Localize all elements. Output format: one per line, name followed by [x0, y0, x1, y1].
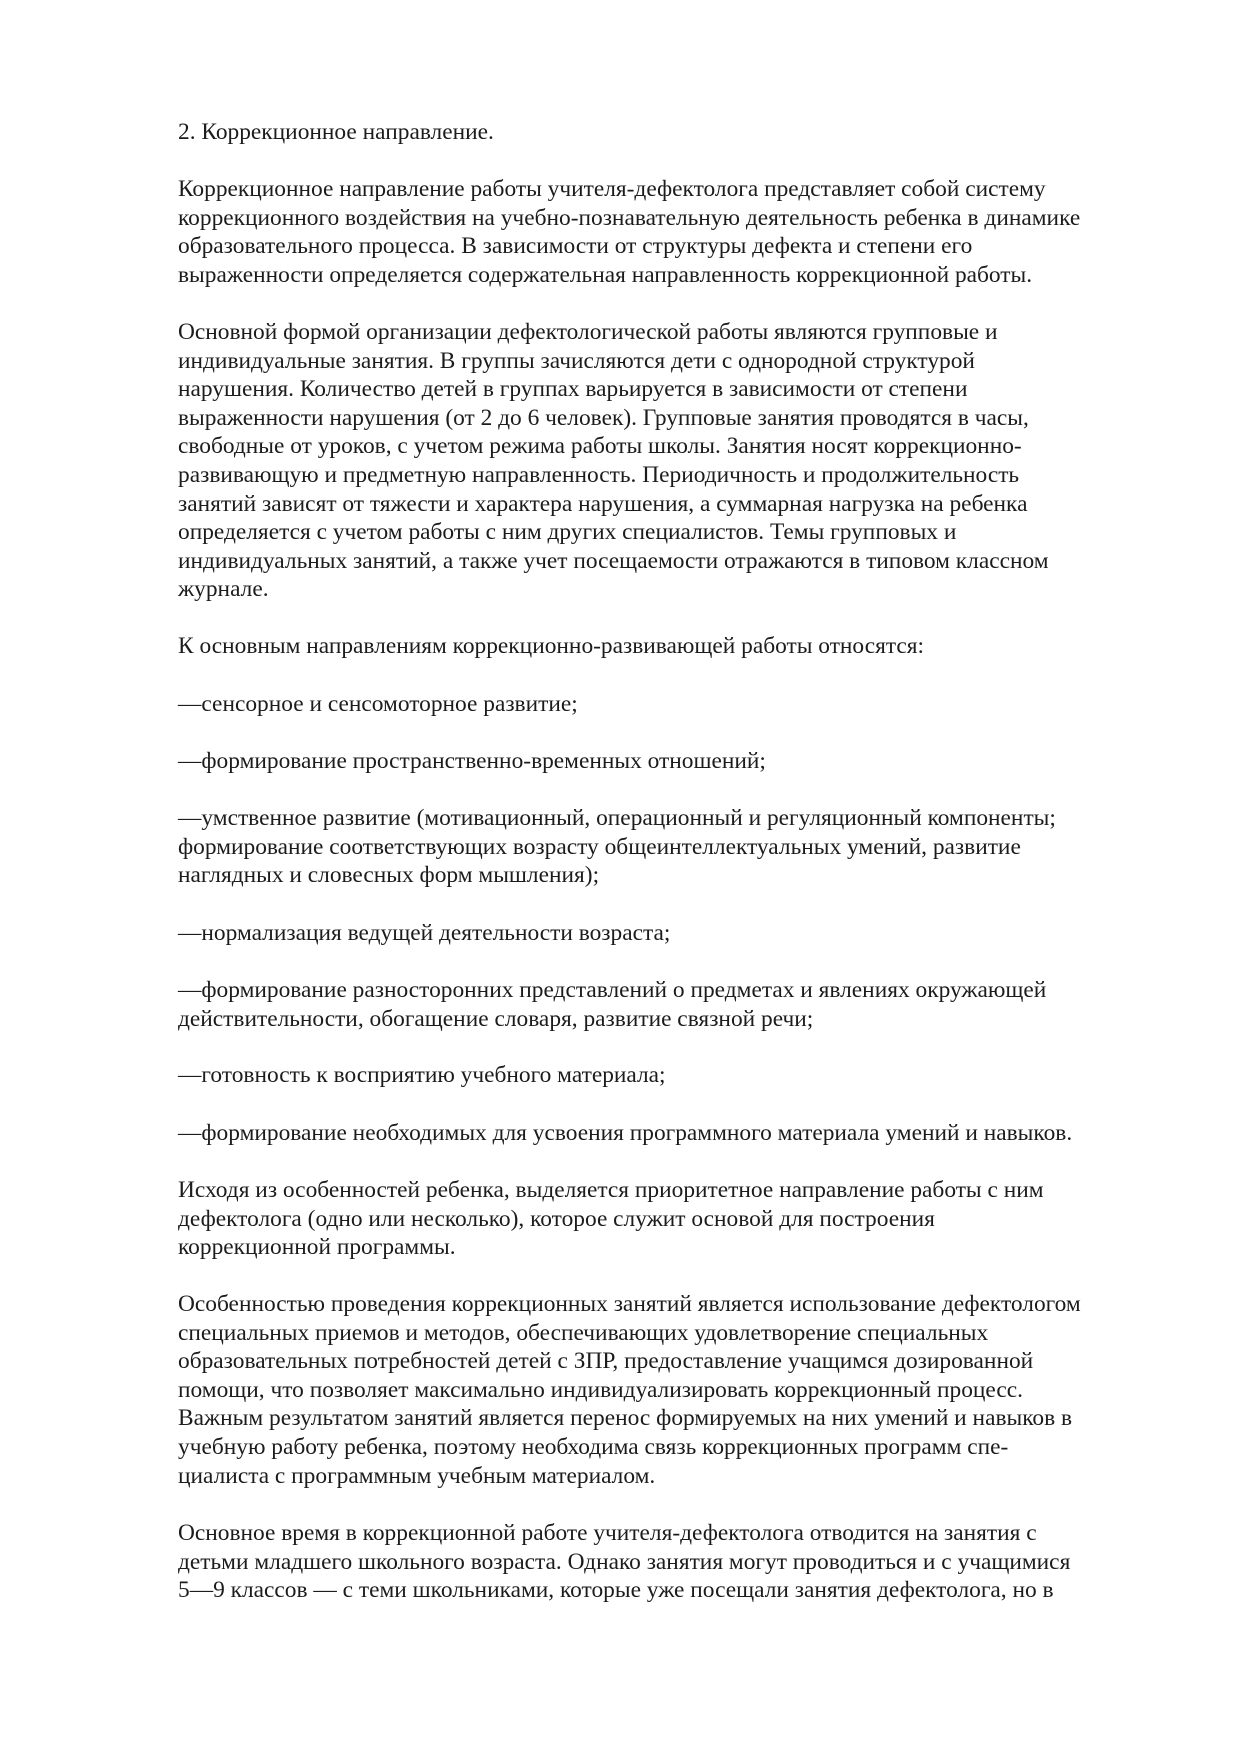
list-item: —формирование разносторонних представлений о предметах и явлениях окружающей действительности, обогащение словаря, развитие связной речи; [178, 977, 1047, 1032]
list-intro: К основным направлениям коррекционно-развивающей работы относятся: [178, 633, 924, 659]
paragraph-1: Коррекционное направление работы учителя-дефектолога представляет собой систему коррекционного воздействия на учебно-познавательную деятельность ребенка в динамике образовательного процесса. В зависимости от структуры дефекта и степени его выраженности определяется содержательная направленность коррекционной работы. [178, 176, 1081, 288]
section-heading: 2. Коррекционное направление. [178, 119, 494, 145]
paragraph-4: Особенностью проведения коррекционных занятий является использование дефектологом специальных приемов и методов, обеспечивающих удовлетворение специальных образовательных потребностей детей с ЗПР, предоставление учащимся дозированной помощи, что позволяет максимально индивидуализировать коррекционный процесс. Важным результатом занятий является перенос формируемых на них умений и навыков в учебную работу ребенка, поэтому необходима связь коррекционных программ спе- циалиста с программным учебным материалом. [178, 1291, 1081, 1489]
list-item: —умственное развитие (мотивационный, операционный и регуляционный компоненты; формирование соответствующих возрасту общеинтеллектуальных умений, развитие наглядных и словесных форм мышления); [178, 805, 1056, 889]
list-item: —формирование необходимых для усвоения программного материала умений и навыков. [178, 1120, 1073, 1146]
paragraph-3: Исходя из особенностей ребенка, выделяется приоритетное направление работы с ним дефектолога (одно или несколько), которое служит основой для построения коррекционной программы. [178, 1177, 1044, 1261]
paragraph-2: Основной формой организации дефектологической работы являются групповые и индивидуальные занятия. В группы зачисляются дети с однородной структурой нарушения. Количество детей в группах варьируется в зависимости от степени выраженности нарушения (от 2 до 6 человек). Групповые занятия проводятся в часы, свободные от уроков, с учетом режима работы школы. Занятия носят коррекционно- развивающую и предметную направленность. Периодичность и продолжительность занятий зависят от тяжести и характера нарушения, а суммарная нагрузка на ребенка определяется с учетом работы с ним других специалистов. Темы групповых и индивидуальных занятий, а также учет посещаемости отражаются в типовом классном журнале. [178, 319, 1049, 603]
list-item: —формирование пространственно-временных отношений; [178, 748, 766, 774]
list-item: —нормализация ведущей деятельности возраста; [178, 920, 671, 946]
list-item: —сенсорное и сенсомоторное развитие; [178, 691, 578, 717]
paragraph-5: Основное время в коррекционной работе учителя-дефектолога отводится на занятия с детьми младшего школьного возраста. Однако занятия могут проводиться и с учащимися 5—9 классов — с теми школьниками, которые уже посещали занятия дефектолога, но в [178, 1520, 1071, 1604]
list-item: —готовность к восприятию учебного материала; [178, 1062, 666, 1088]
